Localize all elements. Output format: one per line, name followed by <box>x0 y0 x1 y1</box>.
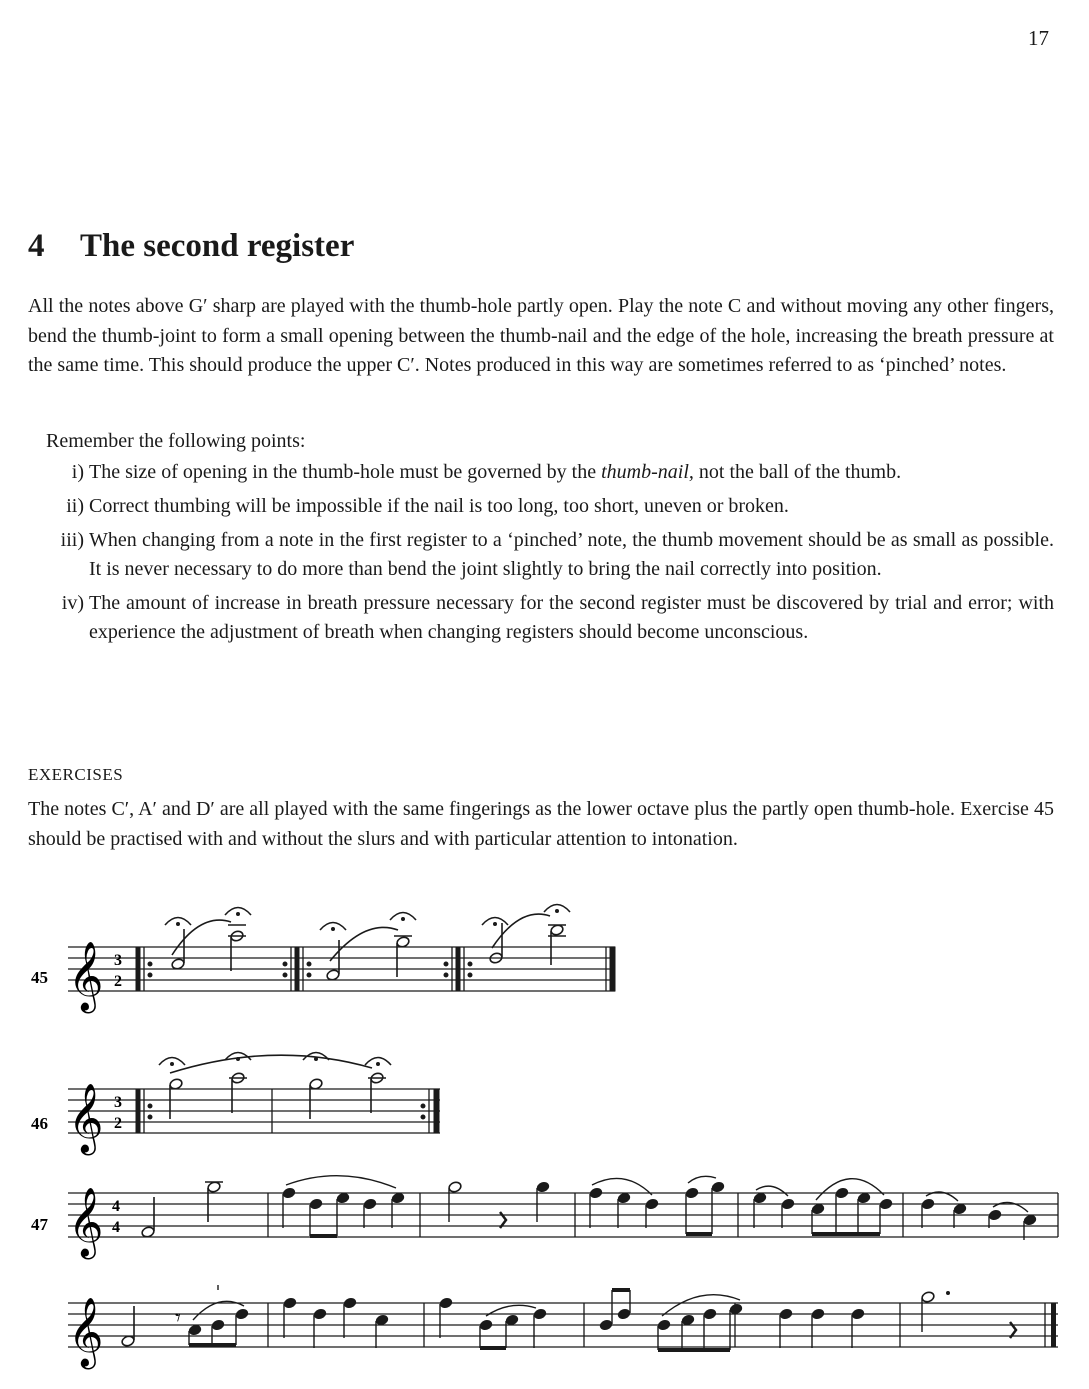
page-number: 17 <box>1028 26 1049 50</box>
point-item <box>28 589 1054 647</box>
exercise-47-continuation-staff <box>0 1270 1089 1375</box>
point-item <box>28 492 1054 521</box>
point-text: Correct thumbing will be impossible if the nail is too long, too short, uneven or broken. <box>89 495 789 517</box>
point-number: i) <box>71 461 84 483</box>
point-item <box>28 526 1054 584</box>
point-text: When changing from a note in the first register to a ‘pinched’ note, the thumb movement should be as small as possible. It is never necessary to do more than bend the joint slightly to bring the nail correctly into position. <box>89 529 1054 580</box>
treble-clef: 𝄞 <box>68 1187 104 1257</box>
exercise-number: 47 <box>31 1215 48 1234</box>
remember-intro: Remember the following points: <box>46 430 306 452</box>
point-number: iv) <box>61 592 84 614</box>
eighth-rest: 𝄾 <box>175 1306 181 1331</box>
point-number: iii) <box>60 529 84 551</box>
treble-clef: 𝄞 <box>68 1297 104 1367</box>
intro-paragraph: All the notes above G′ sharp are played with the thumb-hole partly open. Play the note C and without moving any other fingers, bend the thumb-joint to form a small opening between the thumb-nail and the edge of the hole, increasing the breath pressure at the same time. This should produce the upper C′. Notes produced in this way are sometimes referred to as ‘pinched’ notes. <box>28 295 1054 376</box>
treble-clef: 𝄞 <box>68 941 104 1011</box>
time-sig-bottom: 2 <box>114 973 122 990</box>
point-emphasis: thumb-nail, <box>601 461 694 483</box>
points-list <box>28 458 1054 652</box>
exercise-number: 46 <box>31 1114 48 1133</box>
time-sig-top: 4 <box>112 1198 120 1215</box>
exercise-46-staff <box>0 1035 1089 1160</box>
exercises-heading: EXERCISES <box>28 765 124 784</box>
treble-clef: 𝄞 <box>68 1083 104 1153</box>
exercise-47-staff <box>0 1160 1089 1260</box>
time-sig-top: 3 <box>114 1094 122 1111</box>
time-sig-top: 3 <box>114 952 122 969</box>
point-number: ii) <box>66 495 84 517</box>
point-item <box>28 458 1054 487</box>
exercises-paragraph: The notes C′, A′ and D′ are all played with the same fingerings as the lower octave plus the partly open thumb-hole. Exercise 45 should be practised with and without the slurs and with particular attention to intonation. <box>28 798 1054 850</box>
chapter-title <box>28 228 354 265</box>
point-text: The amount of increase in breath pressure necessary for the second register must be discovered by trial and error; with experience the adjustment of breath when changing registers should become unconscious. <box>89 592 1054 643</box>
exercise-number: 45 <box>31 968 48 987</box>
chapter-number: 4 <box>28 228 45 264</box>
exercise-45-staff <box>0 895 1089 1020</box>
time-sig-bottom: 2 <box>114 1115 122 1132</box>
time-sig-bottom: 4 <box>112 1219 120 1236</box>
chapter-title-text: The second register <box>80 228 355 264</box>
point-text: The size of opening in the thumb-hole must be governed by the thumb-nail, not the ball of the thumb. <box>89 461 902 483</box>
